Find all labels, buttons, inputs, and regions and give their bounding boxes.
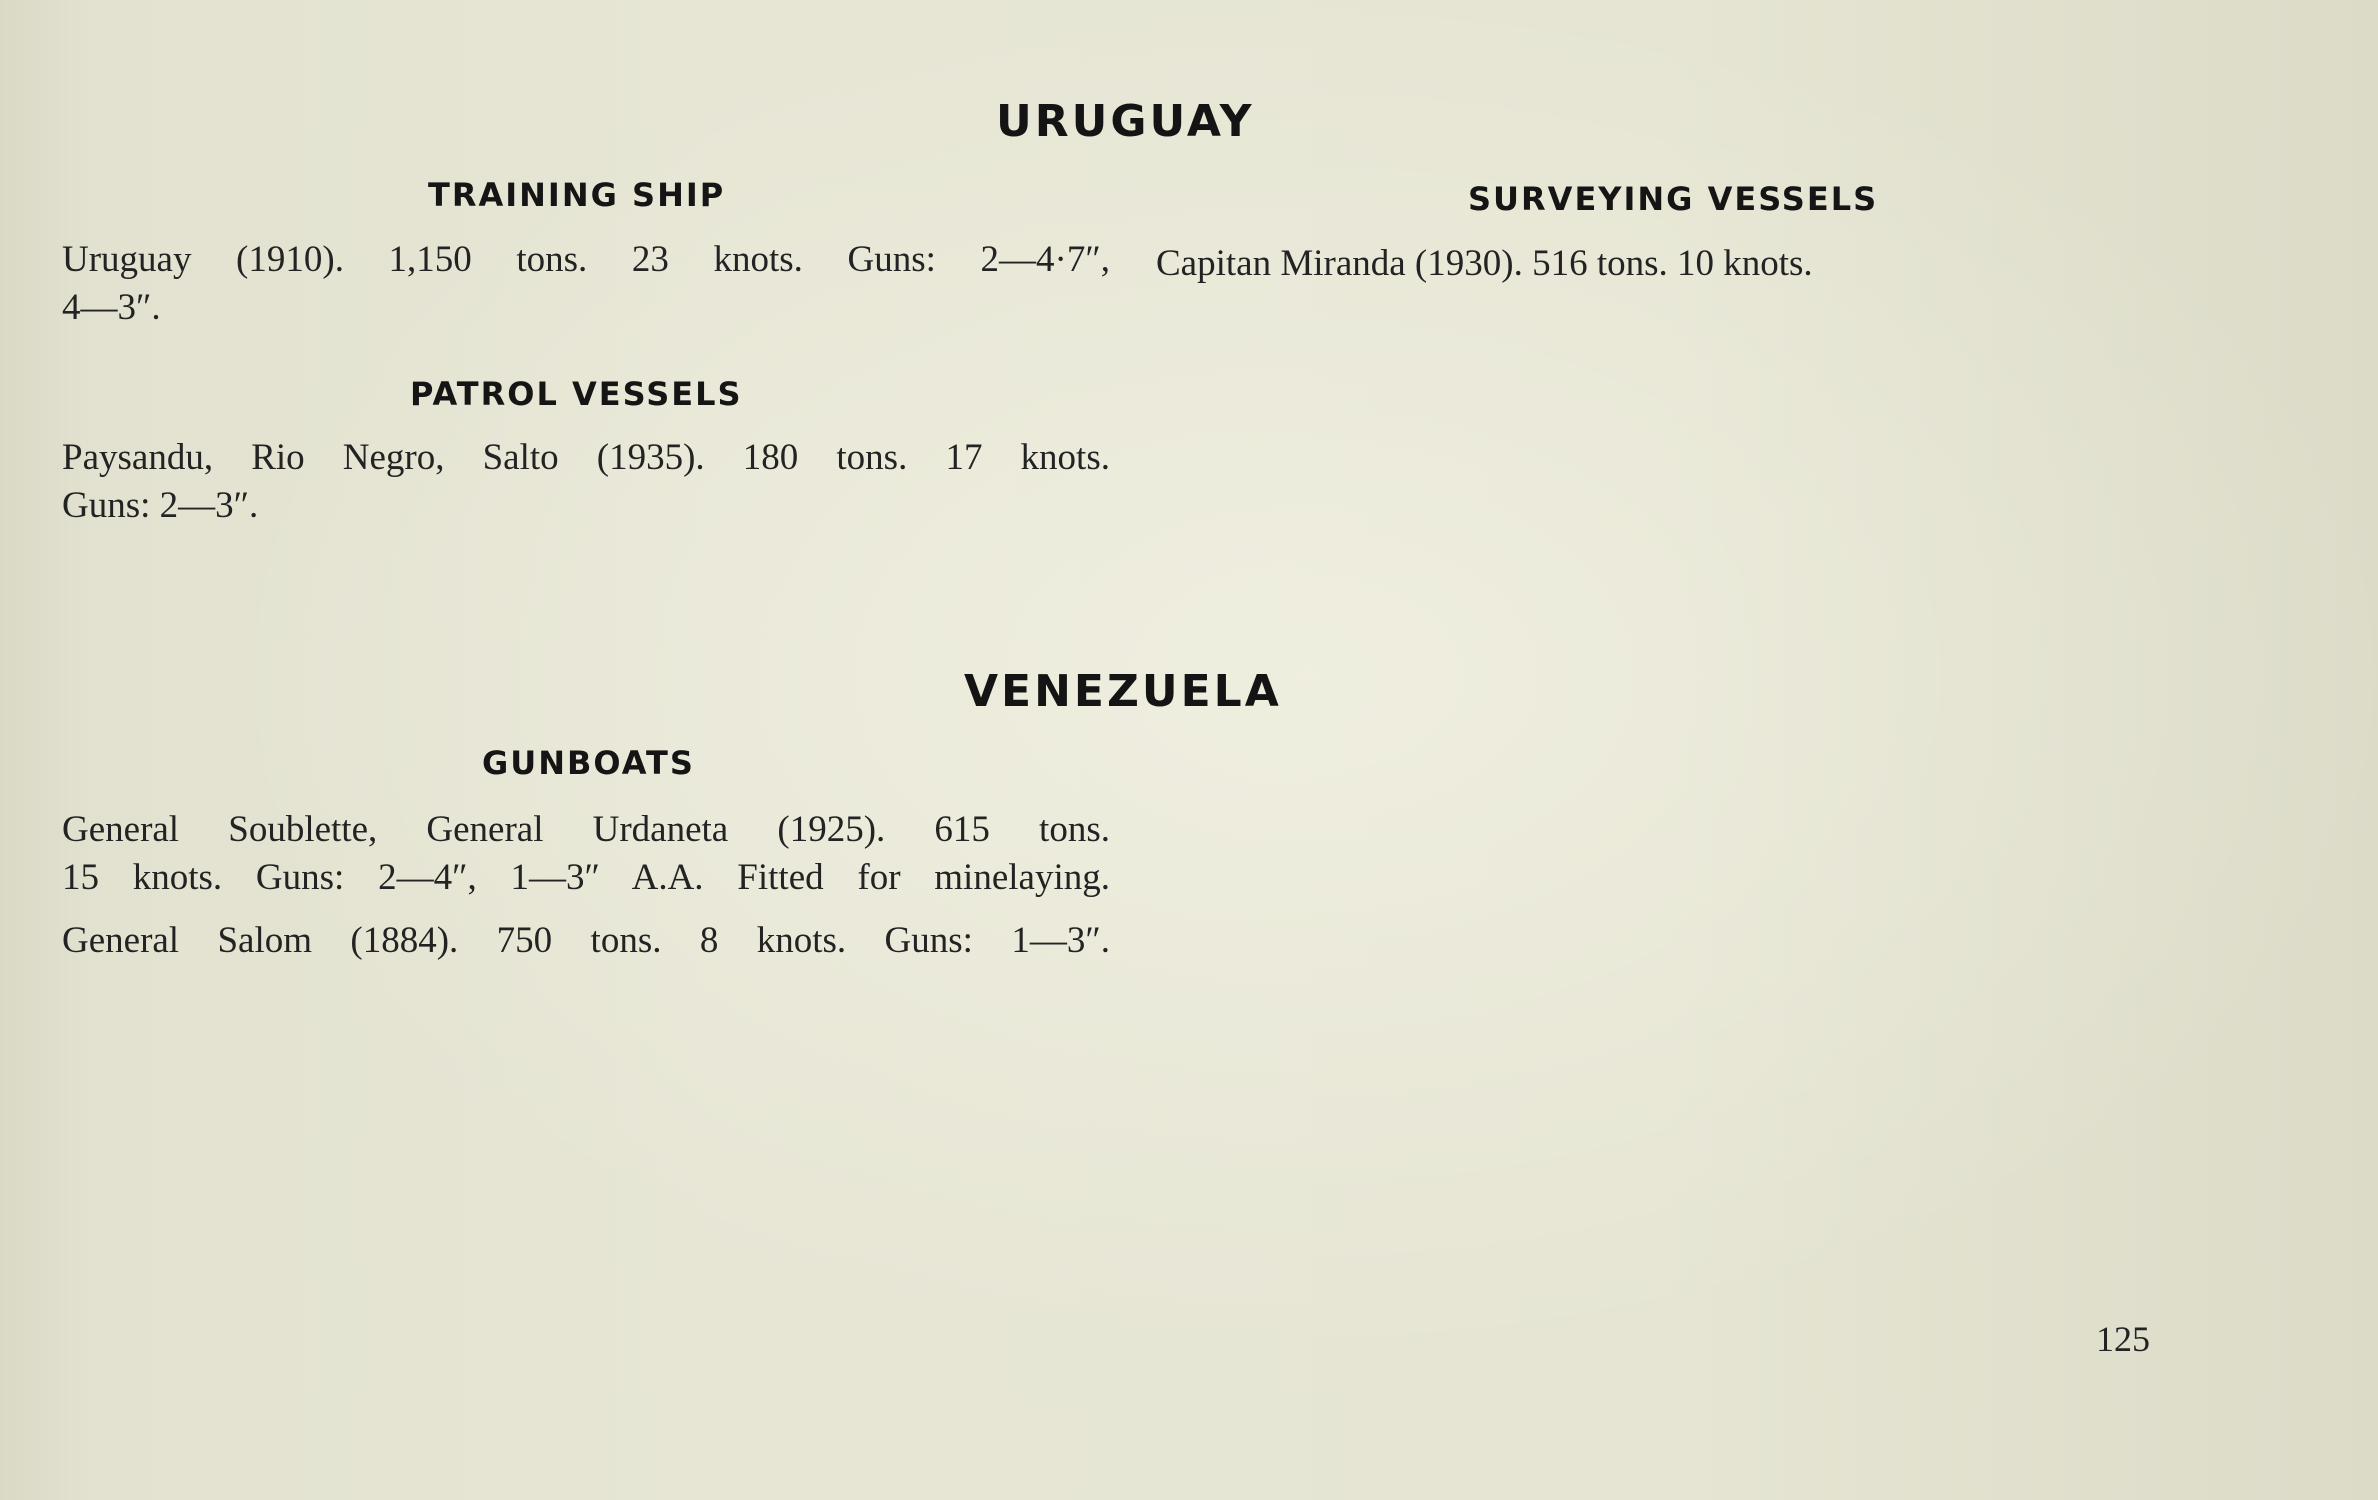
heading-surveying-vessels: SURVEYING VESSELS — [1468, 180, 1879, 218]
entry-text-line: Guns: 2—3″. — [62, 485, 259, 526]
country-title-uruguay: URUGUAY — [996, 96, 1255, 147]
entry-gunboat-salom — [62, 917, 1110, 965]
entry-text-line: Uruguay (1910). 1,150 tons. 23 knots. Guns: 2—4·7″, — [62, 239, 1110, 280]
entry-training-ship — [62, 236, 1110, 332]
country-title-venezuela: VENEZUELA — [964, 666, 1282, 717]
entry-patrol-vessels — [62, 434, 1110, 530]
entry-gunboats-soublette-urdaneta — [62, 806, 1110, 902]
entry-text-line: Capitan Miranda (1930). 516 tons. 10 knots. — [1156, 243, 1813, 284]
heading-training-ship: TRAINING SHIP — [428, 176, 726, 214]
entry-surveying-vessel — [1156, 240, 1813, 288]
page-number: 125 — [2096, 1319, 2150, 1359]
entry-text-line: Paysandu, Rio Negro, Salto (1935). 180 tons. 17 knots. — [62, 437, 1110, 478]
entry-text-line: 15 knots. Guns: 2—4″, 1—3″ A.A. Fitted for minelaying. — [62, 857, 1110, 898]
entry-text-line: General Soublette, General Urdaneta (1925). 615 tons. — [62, 809, 1110, 850]
entry-text-line: General Salom (1884). 750 tons. 8 knots. Guns: 1—3″. — [62, 920, 1110, 961]
entry-text-line: 4—3″. — [62, 287, 161, 328]
heading-patrol-vessels: PATROL VESSELS — [410, 375, 743, 413]
heading-gunboats: GUNBOATS — [482, 744, 695, 782]
